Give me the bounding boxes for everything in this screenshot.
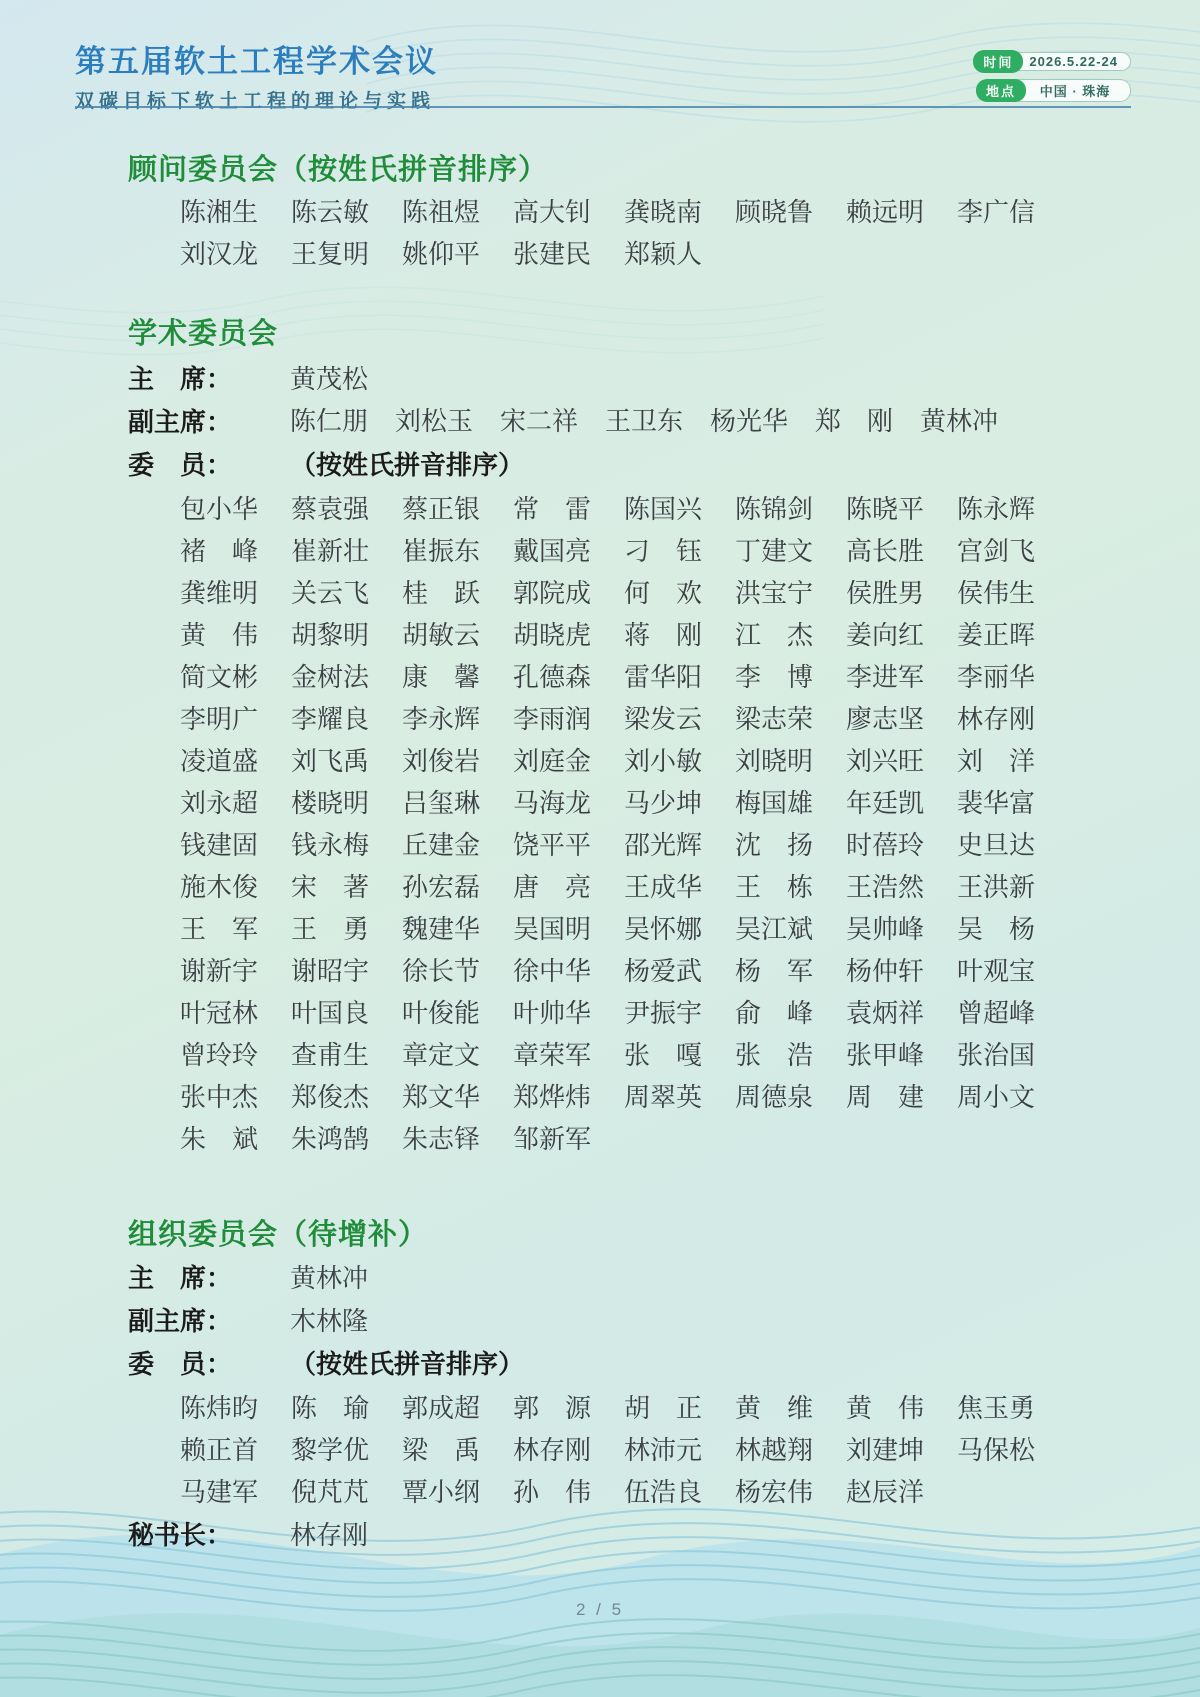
member-name: 李广信 [957, 198, 1036, 227]
academic-vice-chair-row [128, 401, 1078, 444]
member-name: 胡敏云 [402, 621, 481, 650]
member-name: 刘小敏 [624, 747, 703, 776]
date-badge-label: 时间 [973, 50, 1023, 73]
member-name: 叶帅华 [513, 999, 592, 1028]
academic-members-label-row [128, 444, 1078, 487]
member-name: 张甲峰 [846, 1041, 925, 1070]
organizing-committee-section [128, 1213, 1078, 1557]
member-name: 钱永梅 [291, 831, 370, 860]
member-name: 郑 刚 [815, 407, 894, 436]
academic-chair-row [128, 358, 1078, 401]
member-name: 蒋 刚 [624, 621, 703, 650]
member-name: 侯胜男 [846, 579, 925, 608]
member-name: 楼晓明 [291, 789, 370, 818]
member-name: 马少坤 [624, 789, 703, 818]
member-name: 王浩然 [846, 873, 925, 902]
member-name: 尹振宇 [624, 999, 703, 1028]
member-name: 刁 钰 [624, 537, 703, 566]
member-name: 饶平平 [513, 831, 592, 860]
member-name: 叶国良 [291, 999, 370, 1028]
secretary-row [128, 1514, 1078, 1557]
member-name: 邹新军 [513, 1125, 592, 1154]
member-name: 王复明 [291, 240, 370, 269]
member-name: 梅国雄 [735, 789, 814, 818]
advisory-committee-heading: 顾问委员会（按姓氏拼音排序） [128, 154, 549, 186]
member-name: 宫剑飞 [957, 537, 1036, 566]
date-badge-value: 2026.5.22-24 [1015, 52, 1131, 71]
member-name: 徐中华 [513, 957, 592, 986]
member-name: 陈 瑜 [291, 1394, 370, 1423]
member-name: 曾超峰 [957, 999, 1036, 1028]
vice-chair-name: 木林隆 [290, 1307, 369, 1336]
member-name: 高长胜 [846, 537, 925, 566]
member-name: 周德泉 [735, 1083, 814, 1112]
member-name: 陈湘生 [180, 198, 259, 227]
organizing-vice-chair-row [128, 1300, 1078, 1343]
member-name: 黄 伟 [180, 621, 259, 650]
member-name: 刘 洋 [957, 747, 1036, 776]
member-name: 朱志铎 [402, 1125, 481, 1154]
member-name: 崔振东 [402, 537, 481, 566]
member-name: 刘晓明 [735, 747, 814, 776]
member-name: 吴帅峰 [846, 915, 925, 944]
member-name: 郭成超 [402, 1394, 481, 1423]
member-name: 江 杰 [735, 621, 814, 650]
member-name: 姚仰平 [402, 240, 481, 269]
member-name: 刘俊岩 [402, 747, 481, 776]
member-name: 李耀良 [291, 705, 370, 734]
member-name: 简文彬 [180, 663, 259, 692]
advisory-members-grid [180, 192, 1078, 276]
member-name: 李进军 [846, 663, 925, 692]
member-name: 吴 杨 [957, 915, 1036, 944]
member-name: 赖正首 [180, 1436, 259, 1465]
member-name: 林存刚 [957, 705, 1036, 734]
member-name: 谢昭宇 [291, 957, 370, 986]
member-name: 焦玉勇 [957, 1394, 1036, 1423]
member-name: 吴怀娜 [624, 915, 703, 944]
member-name: 关云飞 [291, 579, 370, 608]
member-name: 何 欢 [624, 579, 703, 608]
member-name: 陈仁朋 [290, 407, 369, 436]
location-badge-value: 中国 · 珠海 [1018, 79, 1131, 102]
member-name: 伍浩良 [624, 1478, 703, 1507]
member-name: 张治国 [957, 1041, 1036, 1070]
location-badge [976, 79, 1131, 102]
member-name: 马建军 [180, 1478, 259, 1507]
members-label: 委 员： [128, 451, 233, 480]
member-name: 常 雷 [513, 495, 592, 524]
chair-name: 黄林冲 [290, 1264, 369, 1293]
member-name: 龚维明 [180, 579, 259, 608]
member-name: 魏建华 [402, 915, 481, 944]
member-name: 张 浩 [735, 1041, 814, 1070]
member-name: 施木俊 [180, 873, 259, 902]
member-name: 孙 伟 [513, 1478, 592, 1507]
member-name: 查甫生 [291, 1041, 370, 1070]
member-name: 凌道盛 [180, 747, 259, 776]
member-name: 王 勇 [291, 915, 370, 944]
member-name: 杨宏伟 [735, 1478, 814, 1507]
member-name: 刘建坤 [846, 1436, 925, 1465]
member-name: 郑文华 [402, 1083, 481, 1112]
member-name: 徐长节 [402, 957, 481, 986]
member-name: 章荣军 [513, 1041, 592, 1070]
member-name: 刘汉龙 [180, 240, 259, 269]
member-name: 李雨润 [513, 705, 592, 734]
member-name: 李 博 [735, 663, 814, 692]
member-name: 杨 军 [735, 957, 814, 986]
member-name: 胡黎明 [291, 621, 370, 650]
member-name: 叶冠林 [180, 999, 259, 1028]
member-name: 林越翔 [735, 1436, 814, 1465]
member-name: 姜向红 [846, 621, 925, 650]
member-name: 周 建 [846, 1083, 925, 1112]
member-name: 刘松玉 [395, 407, 474, 436]
member-name: 郭院成 [513, 579, 592, 608]
member-name: 裴华富 [957, 789, 1036, 818]
member-name: 朱 斌 [180, 1125, 259, 1154]
member-name: 李明广 [180, 705, 259, 734]
conference-title: 第五届软土工程学术会议 [75, 44, 438, 79]
chair-label: 主 席： [128, 1264, 233, 1293]
member-name: 雷华阳 [624, 663, 703, 692]
advisory-committee-section [128, 148, 1078, 276]
member-name: 王洪新 [957, 873, 1036, 902]
member-name: 钱建固 [180, 831, 259, 860]
member-name: 黎学优 [291, 1436, 370, 1465]
organizing-members-grid [180, 1388, 1078, 1514]
member-name: 王成华 [624, 873, 703, 902]
member-name: 陈晓平 [846, 495, 925, 524]
member-name: 陈永辉 [957, 495, 1036, 524]
member-name: 侯伟生 [957, 579, 1036, 608]
member-name: 唐 亮 [513, 873, 592, 902]
member-name: 高大钊 [513, 198, 592, 227]
member-name: 吴江斌 [735, 915, 814, 944]
member-name: 倪芃芃 [291, 1478, 370, 1507]
member-name: 刘庭金 [513, 747, 592, 776]
member-name: 褚 峰 [180, 537, 259, 566]
member-name: 马保松 [957, 1436, 1036, 1465]
member-name: 王 军 [180, 915, 259, 944]
academic-members-grid [180, 489, 1078, 1161]
chair-name: 黄茂松 [290, 365, 369, 394]
member-name: 康 馨 [402, 663, 481, 692]
member-name: 刘永超 [180, 789, 259, 818]
header-badges [973, 50, 1131, 102]
member-name: 林沛元 [624, 1436, 703, 1465]
member-name: 宋二祥 [500, 407, 579, 436]
member-name: 刘兴旺 [846, 747, 925, 776]
member-name: 孙宏磊 [402, 873, 481, 902]
member-name: 黄林冲 [920, 407, 999, 436]
member-name: 黄 维 [735, 1394, 814, 1423]
member-name: 周翠英 [624, 1083, 703, 1112]
member-name: 顾晓鲁 [735, 198, 814, 227]
member-name: 梁 禹 [402, 1436, 481, 1465]
member-name: 崔新壮 [291, 537, 370, 566]
member-name: 朱鸿鹄 [291, 1125, 370, 1154]
member-name: 王 栋 [735, 873, 814, 902]
member-name: 廖志坚 [846, 705, 925, 734]
member-name: 邵光辉 [624, 831, 703, 860]
member-name: 吕玺琳 [402, 789, 481, 818]
secretary-label: 秘书长： [128, 1521, 233, 1550]
member-name: 刘飞禹 [291, 747, 370, 776]
member-name: 蔡袁强 [291, 495, 370, 524]
member-name: 时蓓玲 [846, 831, 925, 860]
member-name: 胡晓虎 [513, 621, 592, 650]
conference-subtitle: 双碳目标下软土工程的理论与实践 [75, 90, 436, 112]
member-name: 陈祖煜 [402, 198, 481, 227]
member-name: 李永辉 [402, 705, 481, 734]
vice-chair-label: 副主席： [128, 408, 233, 437]
member-name: 郑颖人 [624, 240, 703, 269]
member-name: 吴国明 [513, 915, 592, 944]
academic-committee-heading: 学术委员会 [128, 318, 279, 350]
member-name: 丘建金 [402, 831, 481, 860]
member-name: 陈云敏 [291, 198, 370, 227]
member-name: 丁建文 [735, 537, 814, 566]
member-name: 黄 伟 [846, 1394, 925, 1423]
location-badge-label: 地点 [976, 79, 1026, 102]
member-name: 叶俊能 [402, 999, 481, 1028]
member-name: 桂 跃 [402, 579, 481, 608]
member-name: 张 嘎 [624, 1041, 703, 1070]
page-content [128, 118, 1078, 1557]
member-name: 王卫东 [605, 407, 684, 436]
member-name: 杨爱武 [624, 957, 703, 986]
member-name: 覃小纲 [402, 1478, 481, 1507]
member-name: 章定文 [402, 1041, 481, 1070]
organizing-chair-row [128, 1257, 1078, 1300]
member-name: 张建民 [513, 240, 592, 269]
member-name: 蔡正银 [402, 495, 481, 524]
member-name: 杨光华 [710, 407, 789, 436]
header-divider [75, 106, 1131, 108]
member-name: 龚晓南 [624, 198, 703, 227]
member-name: 李丽华 [957, 663, 1036, 692]
member-name: 年廷凯 [846, 789, 925, 818]
member-name: 沈 扬 [735, 831, 814, 860]
members-sort-note: （按姓氏拼音排序） [290, 1350, 525, 1379]
member-name: 周小文 [957, 1083, 1036, 1112]
member-name: 胡 正 [624, 1394, 703, 1423]
organizing-committee-heading: 组织委员会（待增补） [128, 1219, 429, 1251]
member-name: 姜正晖 [957, 621, 1036, 650]
organizing-members-label-row [128, 1343, 1078, 1386]
member-name: 梁发云 [624, 705, 703, 734]
member-name: 曾玲玲 [180, 1041, 259, 1070]
member-name: 郑烨炜 [513, 1083, 592, 1112]
member-name: 洪宝宁 [735, 579, 814, 608]
member-name: 梁志荣 [735, 705, 814, 734]
member-name: 陈国兴 [624, 495, 703, 524]
secretary-name: 林存刚 [290, 1521, 369, 1550]
member-name: 史旦达 [957, 831, 1036, 860]
member-name: 宋 著 [291, 873, 370, 902]
member-name: 谢新宇 [180, 957, 259, 986]
member-name: 马海龙 [513, 789, 592, 818]
member-name: 袁炳祥 [846, 999, 925, 1028]
member-name: 杨仲轩 [846, 957, 925, 986]
chair-label: 主 席： [128, 365, 233, 394]
member-name: 金树法 [291, 663, 370, 692]
member-name: 陈炜昀 [180, 1394, 259, 1423]
member-name: 叶观宝 [957, 957, 1036, 986]
members-sort-note: （按姓氏拼音排序） [290, 451, 525, 480]
member-name: 张中杰 [180, 1083, 259, 1112]
member-name: 孔德森 [513, 663, 592, 692]
member-name: 戴国亮 [513, 537, 592, 566]
member-name: 赖远明 [846, 198, 925, 227]
member-name: 林存刚 [513, 1436, 592, 1465]
members-label: 委 员： [128, 1350, 233, 1379]
date-badge [973, 50, 1131, 73]
member-name: 包小华 [180, 495, 259, 524]
academic-committee-section [128, 312, 1078, 1161]
member-name: 赵辰洋 [846, 1478, 925, 1507]
member-name: 陈锦剑 [735, 495, 814, 524]
vice-chair-label: 副主席： [128, 1307, 233, 1336]
vice-chair-names [290, 401, 1025, 444]
member-name: 郭 源 [513, 1394, 592, 1423]
page-number: 2 / 5 [575, 1600, 625, 1619]
member-name: 郑俊杰 [291, 1083, 370, 1112]
member-name: 俞 峰 [735, 999, 814, 1028]
